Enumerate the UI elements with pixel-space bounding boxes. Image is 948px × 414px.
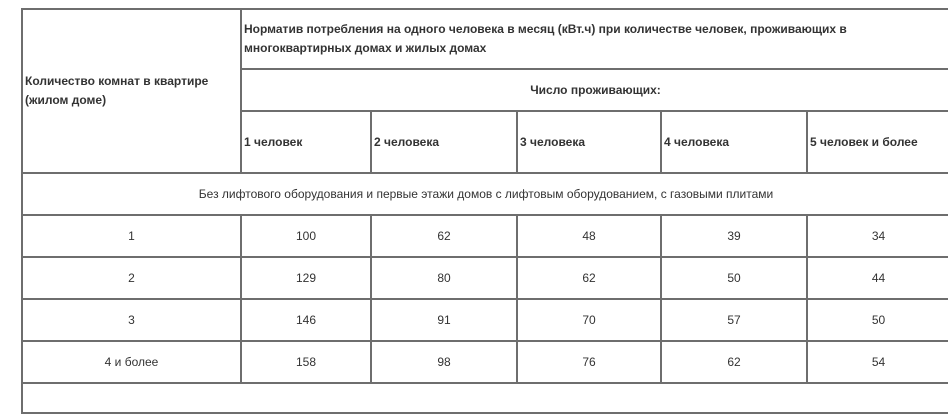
rooms-cell: 3 [22, 299, 241, 341]
value-cell: 70 [517, 299, 661, 341]
value-cell: 100 [241, 215, 371, 257]
value-cell: 57 [661, 299, 807, 341]
next-row-cut-off [22, 383, 948, 413]
rooms-header: Количество комнат в квартире (жилом доме) [22, 9, 241, 173]
col-header-5: 5 человек и более [807, 111, 948, 173]
residents-header: Число проживающих: [241, 69, 948, 111]
consumption-norm-table [21, 8, 948, 414]
value-cell: 50 [807, 299, 948, 341]
table-row [22, 215, 948, 257]
value-cell: 62 [661, 341, 807, 383]
rooms-cell: 1 [22, 215, 241, 257]
table-row-partial [22, 383, 948, 413]
value-cell: 62 [371, 215, 517, 257]
col-header-3: 3 человека [517, 111, 661, 173]
table-row [22, 257, 948, 299]
value-cell: 98 [371, 341, 517, 383]
value-cell: 54 [807, 341, 948, 383]
table-row [22, 299, 948, 341]
value-cell: 76 [517, 341, 661, 383]
value-cell: 44 [807, 257, 948, 299]
value-cell: 39 [661, 215, 807, 257]
value-cell: 48 [517, 215, 661, 257]
col-header-4: 4 человека [661, 111, 807, 173]
value-cell: 129 [241, 257, 371, 299]
rooms-cell: 2 [22, 257, 241, 299]
col-header-1: 1 человек [241, 111, 371, 173]
value-cell: 34 [807, 215, 948, 257]
value-cell: 50 [661, 257, 807, 299]
section-row [22, 173, 948, 215]
value-cell: 158 [241, 341, 371, 383]
value-cell: 146 [241, 299, 371, 341]
table-row [22, 341, 948, 383]
norm-header: Норматив потребления на одного человека в месяц (кВт.ч) при количестве человек, проживающих в многоквартирных домах и жилых домах [241, 9, 948, 69]
value-cell: 80 [371, 257, 517, 299]
value-cell: 91 [371, 299, 517, 341]
value-cell: 62 [517, 257, 661, 299]
col-header-2: 2 человека [371, 111, 517, 173]
section-title: Без лифтового оборудования и первые этажи домов с лифтовым оборудованием, с газовыми плитами [22, 173, 948, 215]
header-row-1 [22, 9, 948, 69]
rooms-cell: 4 и более [22, 341, 241, 383]
